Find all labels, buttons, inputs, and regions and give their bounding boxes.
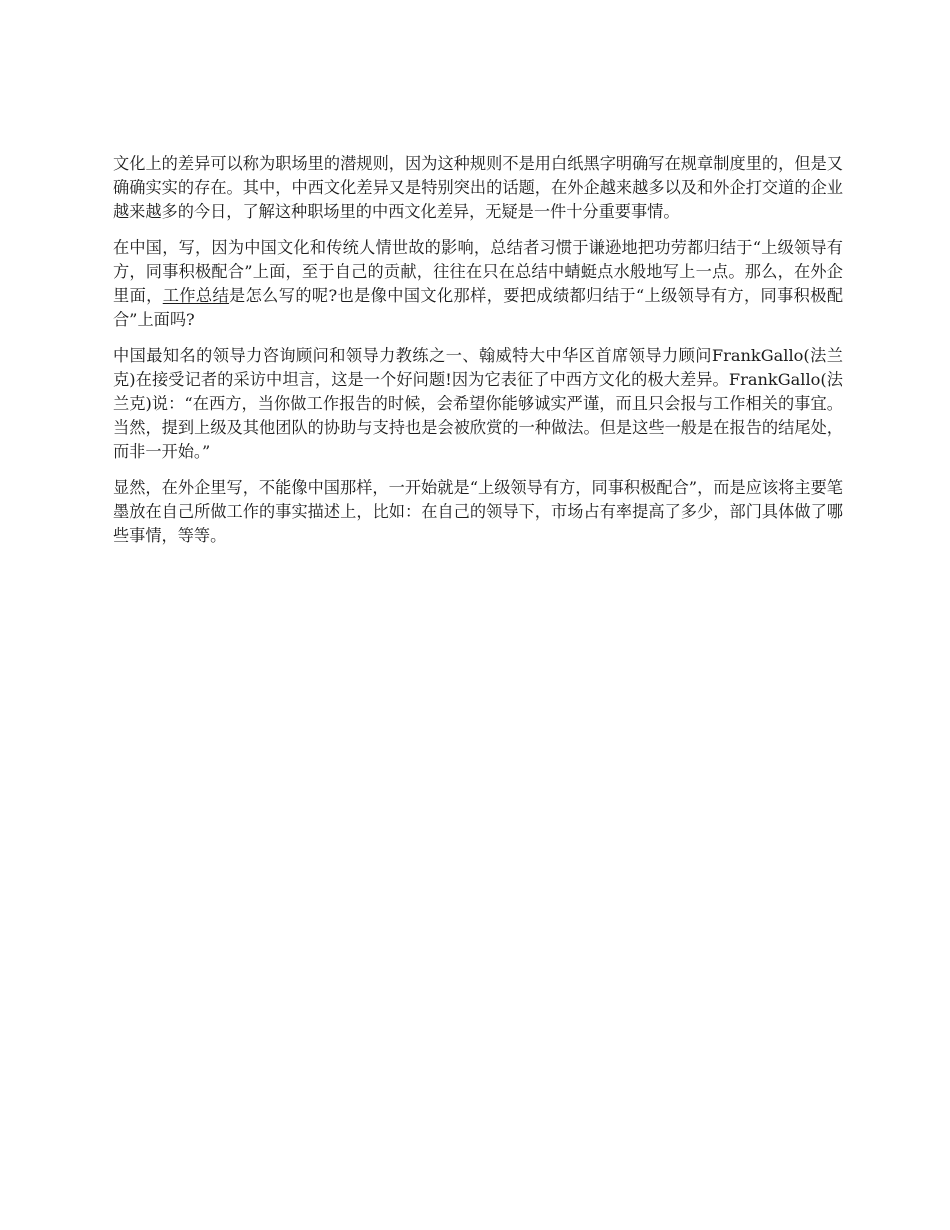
paragraph-2-text-after-link: 是怎么写的呢?也是像中国文化那样，要把成绩都归结于“上级领导有方，同事积极配合”上面吗?: [113, 286, 844, 329]
work-summary-link[interactable]: 工作总结: [162, 286, 230, 305]
paragraph-2-text-before-link: 在中国，写，因为中国文化和传统人情世故的影响，总结者习惯于谦逊地把功劳都归结于“上级领导有方，同事积极配合”上面，至于自己的贡献，往往在只在总结中蜻蜓点水般地写上一点。那么，在外企里面，: [113, 238, 843, 305]
paragraph-3: 中国最知名的领导力咨询顾问和领导力教练之一、翰威特大中华区首席领导力顾问FrankGallo(法兰克)在接受记者的采访中坦言，这是一个好问题!因为它表征了中西方文化的极大差异。FrankGallo(法兰克)说：“在西方，当你做工作报告的时候，会希望你能够诚实严谨，而且只会报与工作相关的事宜。当然，提到上级及其他团队的协助与支持也是会被欣赏的一种做法。但是这些一般是在报告的结尾处，而非一开始。”: [113, 346, 843, 461]
paragraph-1: 文化上的差异可以称为职场里的潜规则，因为这种规则不是用白纸黑字明确写在规章制度里的，但是又确确实实的存在。其中，中西文化差异又是特别突出的话题，在外企越来越多以及和外企打交道的企业越来越多的今日，了解这种职场里的中西文化差异，无疑是一件十分重要事情。: [113, 154, 843, 221]
paragraph-2: [113, 236, 843, 332]
document-body: [113, 152, 843, 560]
paragraph-4: 显然，在外企里写，不能像中国那样，一开始就是“上级领导有方，同事积极配合”，而是应该将主要笔墨放在自己所做工作的事实描述上，比如：在自己的领导下，市场占有率提高了多少，部门具体做了哪些事情，等等。: [113, 478, 843, 545]
